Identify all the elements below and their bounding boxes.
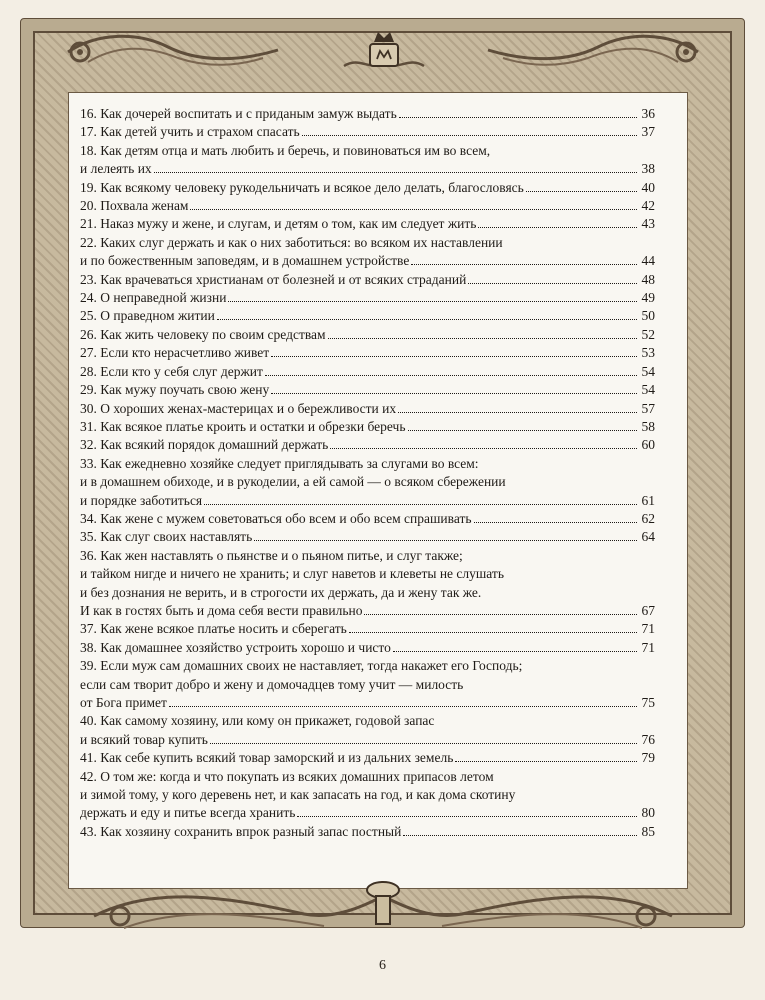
toc-entry-row: [80, 307, 655, 325]
toc-entry: [80, 547, 655, 621]
toc-entry: [80, 271, 655, 289]
toc-entry-title: 29. Как мужу поучать свою жену: [80, 382, 270, 398]
toc-entry: [80, 712, 655, 749]
dotted-leader: [217, 319, 637, 320]
toc-entry-page: 67: [641, 602, 655, 618]
dotted-leader: [478, 227, 637, 228]
toc-entry: [80, 234, 655, 271]
toc-entry: [80, 197, 655, 215]
toc-entry-page: 44: [641, 253, 655, 269]
toc-entry: [80, 381, 655, 399]
dotted-leader: [349, 632, 637, 633]
toc-entry-page: 42: [641, 198, 655, 214]
toc-entry-row: [80, 694, 655, 712]
toc-entry-page: 76: [641, 731, 655, 747]
toc-entry-title: 30. О хороших женах-мастерицах и о бережливости их: [80, 400, 397, 416]
table-of-contents: [80, 105, 655, 841]
toc-entry-title: 23. Как врачеваться христианам от болезней и от всяких страданий: [80, 271, 467, 287]
dotted-leader: [468, 283, 637, 284]
toc-entry: [80, 326, 655, 344]
toc-entry-line: 18. Как детям отца и мать любить и беречь, и повиноваться им во всем,: [80, 142, 491, 158]
toc-entry-line: и без дознания не верить, и в строгости их держать, да и жену так же.: [80, 584, 482, 600]
toc-entry-page: 49: [641, 290, 655, 306]
toc-entry-title: 43. Как хозяину сохранить впрок разный запас постный: [80, 823, 402, 839]
toc-entry-title: 38. Как домашнее хозяйство устроить хорошо и чисто: [80, 639, 391, 655]
toc-entry-page: 50: [641, 308, 655, 324]
toc-entry-row: [80, 271, 655, 289]
toc-entry-row: [80, 823, 655, 841]
toc-entry: [80, 179, 655, 197]
dotted-leader: [399, 117, 637, 118]
scroll-ornament-top-right-icon: [478, 22, 708, 78]
toc-entry: [80, 749, 655, 767]
page-number: 6: [379, 958, 386, 973]
toc-entry-title: 37. Как жене всякое платье носить и сберегать: [80, 621, 347, 637]
toc-entry-row: [80, 381, 655, 399]
toc-entry-page: 54: [641, 363, 655, 379]
toc-entry-row: [80, 160, 655, 178]
toc-entry: [80, 105, 655, 123]
toc-entry: [80, 363, 655, 381]
toc-entry-title: И как в гостях быть и дома себя вести правильно: [80, 602, 363, 618]
toc-entry-title: 34. Как жене с мужем советоваться обо всем и обо всем спрашивать: [80, 510, 472, 526]
toc-entry-line: и зимой тому, у кого деревень нет, и как запасать на год, и как дома скотину: [80, 787, 516, 803]
toc-entry: [80, 510, 655, 528]
toc-entry: [80, 768, 655, 823]
toc-entry-title: от Бога примет: [80, 695, 167, 710]
toc-entry-page: 38: [641, 161, 655, 177]
toc-entry-page: 71: [641, 621, 655, 637]
dotted-leader: [297, 816, 637, 817]
toc-entry-page: 62: [641, 510, 655, 526]
scroll-ornament-top-left-icon: [58, 22, 288, 78]
dotted-leader: [330, 448, 637, 449]
dotted-leader: [204, 504, 637, 505]
toc-entry-row: [80, 252, 655, 270]
toc-entry-row: [80, 105, 655, 123]
toc-entry-page: 57: [641, 400, 655, 416]
toc-entry-page: 61: [641, 492, 655, 508]
dotted-leader: [411, 264, 637, 265]
toc-entry: [80, 528, 655, 546]
toc-entry-row: [80, 749, 655, 767]
toc-entry-title: 26. Как жить человеку по своим средствам: [80, 326, 326, 342]
dotted-leader: [302, 135, 637, 136]
toc-entry-line: 22. Каких слуг держать и как о них заботиться: во всяком их наставлении: [80, 234, 503, 250]
toc-entry-line: и тайком нигде и ничего не хранить; и слуг наветов и клеветы не слушать: [80, 566, 504, 582]
dotted-leader: [398, 412, 637, 413]
toc-entry-title: 21. Наказ мужу и жене, и слугам, и детям о том, как им следует жить: [80, 216, 477, 232]
dotted-leader: [190, 209, 637, 210]
toc-entry-row: [80, 197, 655, 215]
toc-entry-row: [80, 289, 655, 307]
toc-entry-page: 85: [641, 823, 655, 839]
toc-entry-title: 16. Как дочерей воспитать и с приданым замуж выдать: [80, 106, 397, 121]
toc-entry-page: 71: [641, 639, 655, 655]
toc-entry: [80, 455, 655, 510]
toc-entry-title: и лелеять их: [80, 161, 152, 177]
toc-entry-line: 36. Как жен наставлять о пьянстве и о пьяном питье, и слуг также;: [80, 547, 463, 563]
dotted-leader: [271, 393, 637, 394]
dotted-leader: [408, 430, 638, 431]
toc-entry-title: 17. Как детей учить и страхом спасать: [80, 124, 300, 140]
toc-entry-line: 39. Если муж сам домашних своих не наставляет, тогда накажет его Господь;: [80, 658, 523, 674]
dotted-leader: [271, 356, 637, 357]
toc-entry-title: 20. Похвала женам: [80, 198, 189, 214]
crown-crest-icon: [340, 26, 428, 76]
dotted-leader: [364, 614, 637, 615]
toc-entry-row: [80, 602, 655, 620]
toc-entry: [80, 418, 655, 436]
toc-entry-line: 42. О том же: когда и что покупать из всяких домашних припасов летом: [80, 768, 494, 784]
toc-entry-title: 19. Как всякому человеку рукодельничать и всякое дело делать, благословясь: [80, 179, 524, 195]
dotted-leader: [474, 522, 637, 523]
toc-entry-page: 58: [641, 418, 655, 434]
toc-entry: [80, 142, 655, 179]
toc-entry: [80, 123, 655, 141]
toc-entry-row: [80, 804, 655, 822]
toc-entry-row: [80, 179, 655, 197]
toc-entry: [80, 307, 655, 325]
dotted-leader: [265, 375, 637, 376]
toc-entry-line: 40. Как самому хозяину, или кому он прикажет, годовой запас: [80, 713, 435, 729]
toc-entry-page: 43: [641, 216, 655, 232]
dotted-leader: [254, 540, 637, 541]
dotted-leader: [210, 743, 637, 744]
toc-entry-title: 31. Как всякое платье кроить и остатки и обрезки беречь: [80, 418, 406, 434]
toc-entry-title: 28. Если кто у себя слуг держит: [80, 363, 263, 379]
dotted-leader: [403, 835, 637, 836]
toc-entry: [80, 657, 655, 712]
toc-entry-title: 32. Как всякий порядок домашний держать: [80, 437, 329, 453]
toc-entry-page: 53: [641, 345, 655, 361]
toc-entry-row: [80, 731, 655, 749]
toc-entry-page: 40: [641, 179, 655, 195]
toc-entry: [80, 823, 655, 841]
toc-entry-row: [80, 344, 655, 362]
toc-entry-row: [80, 510, 655, 528]
toc-entry-title: и порядке заботиться: [80, 492, 203, 508]
toc-entry-row: [80, 436, 655, 454]
toc-entry-line: 33. Как ежедневно хозяйке следует приглядывать за слугами во всем:: [80, 455, 479, 471]
toc-entry-page: 54: [641, 382, 655, 398]
toc-entry: [80, 639, 655, 657]
toc-entry-title: и по божественным заповедям, и в домашнем устройстве: [80, 253, 410, 269]
toc-entry-row: [80, 620, 655, 638]
dotted-leader: [455, 761, 637, 762]
dotted-leader: [228, 301, 637, 302]
toc-entry-row: [80, 528, 655, 546]
toc-entry-title: 25. О праведном житии: [80, 308, 215, 324]
toc-entry-title: и всякий товар купить: [80, 731, 208, 747]
toc-entry-title: 27. Если кто нерасчетливо живет: [80, 345, 270, 361]
scroll-ornament-bottom-icon: [84, 876, 682, 940]
toc-entry-page: 36: [641, 106, 655, 121]
toc-entry-page: 75: [641, 695, 655, 710]
toc-entry-page: 80: [641, 805, 655, 821]
toc-entry-row: [80, 363, 655, 381]
toc-entry-title: 35. Как слуг своих наставлять: [80, 529, 253, 545]
toc-entry-page: 64: [641, 529, 655, 545]
dotted-leader: [526, 191, 637, 192]
toc-entry: [80, 215, 655, 233]
toc-entry-row: [80, 326, 655, 344]
toc-entry-page: 37: [641, 124, 655, 140]
dotted-leader: [393, 651, 637, 652]
toc-entry-line: и в домашнем обиходе, и в рукоделии, а ей самой — о всяком сбережении: [80, 474, 506, 490]
toc-entry-line: если сам творит добро и жену и домочадцев тому учит — милость: [80, 676, 464, 692]
toc-entry-row: [80, 418, 655, 436]
toc-entry-title: 24. О неправедной жизни: [80, 290, 227, 306]
toc-entry-title: держать и еду и питье всегда хранить: [80, 805, 296, 821]
dotted-leader: [154, 172, 637, 173]
dotted-leader: [328, 338, 637, 339]
toc-entry-row: [80, 492, 655, 510]
toc-entry: [80, 436, 655, 454]
toc-entry-page: 48: [641, 271, 655, 287]
dotted-leader: [169, 706, 637, 707]
toc-entry-row: [80, 215, 655, 233]
toc-entry: [80, 620, 655, 638]
toc-entry-page: 79: [641, 750, 655, 766]
toc-entry-page: 60: [641, 437, 655, 453]
toc-entry-title: 41. Как себе купить всякий товар заморский и из дальних земель: [80, 750, 454, 766]
toc-entry-row: [80, 123, 655, 141]
toc-entry: [80, 289, 655, 307]
toc-entry: [80, 344, 655, 362]
toc-entry: [80, 400, 655, 418]
toc-entry-page: 52: [641, 326, 655, 342]
toc-entry-row: [80, 400, 655, 418]
toc-entry-row: [80, 639, 655, 657]
